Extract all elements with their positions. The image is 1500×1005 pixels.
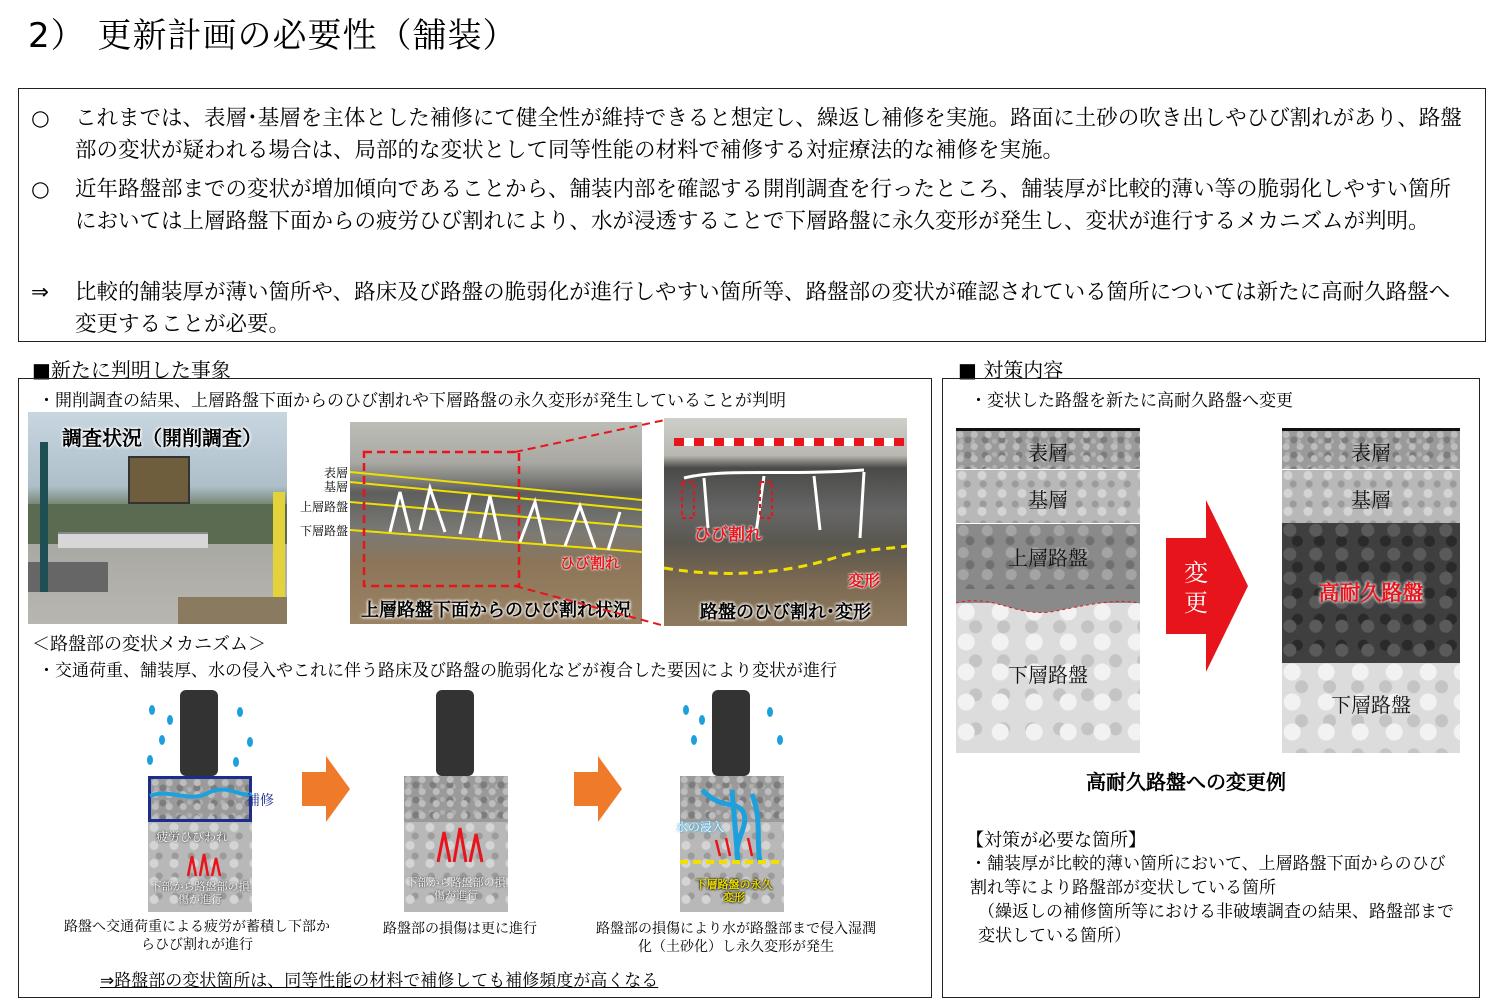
change-text: ・変状した路盤を新たに高耐久路盤へ変更	[970, 391, 1293, 411]
stage2-damage-label: 下部から路盤部の損傷が進行	[406, 876, 506, 902]
photo2-caption: 上層路盤下面からのひび割れ状況	[361, 600, 631, 621]
summary-text-2: 近年路盤部までの変状が増加傾向であることから、舗装内部を確認する開削調査を行ったところ、舗装厚が比較的薄い等の脆弱化しやすい箇所においては上層路盤下面からの疲労ひび割れにより、水が浸透することで下層路盤に永久変形が発生し、変状が進行するメカニズムが判明。	[75, 177, 1452, 234]
finding-text: ・開削調査の結果、上層路盤下面からのひび割れや下層路盤の永久変形が発生していることが判明	[38, 391, 786, 411]
label-surface: 表層	[323, 466, 348, 480]
mechanism-text: ・交通荷重、舗装厚、水の侵入やこれに伴う路床及び路盤の脆弱化などが複合した要因により変状が進行	[38, 661, 837, 681]
stage3-caption: 路盤部の損傷により水が路盤部まで侵入湿潤化（土砂化）し永久変形が発生	[596, 921, 876, 955]
deformation-line	[956, 589, 1140, 629]
stage1-caption: 路盤へ交通荷重による疲労が蓄積し下部からひび割れが進行	[64, 919, 330, 953]
needed-heading: 【対策が必要な箇所】	[966, 830, 1146, 851]
summary-item-1	[31, 103, 1471, 167]
stage1-damage-label: 下部から路盤部の損傷が進行	[150, 880, 250, 906]
right-heading: ■ 対策内容	[958, 358, 1064, 382]
mechanism-stage-3	[672, 690, 822, 912]
photo3-deform-label: 変形	[848, 571, 881, 590]
before-pavement	[956, 428, 1140, 753]
conclusion-text: ⇒路盤部の変状箇所は、同等性能の材料で補修しても補修頻度が高くなる	[100, 971, 659, 991]
after-layer-lower-subbase: 下層路盤	[1331, 693, 1411, 717]
after-layer-base: 基層	[1351, 488, 1391, 512]
photo2-layer-labels	[290, 466, 348, 538]
label-lower-subbase: 下層路盤	[299, 524, 348, 538]
needed-text-1: ・舗装厚が比較的薄い箇所において、上層路盤下面からのひび割れ等により路盤部が変状している箇所	[970, 854, 1446, 898]
left-heading: ■新たに判明した事象	[32, 358, 231, 382]
orange-arrow-icon	[302, 756, 350, 822]
repair-label: 補修	[246, 793, 274, 809]
photo3-caption: 路盤のひび割れ･変形	[700, 602, 871, 623]
after-pavement	[1282, 428, 1460, 753]
photo1-caption: 調査状況（開削調査）	[62, 426, 262, 450]
summary-box	[18, 88, 1486, 342]
zoom-connector	[515, 418, 667, 628]
subbase-layer	[404, 822, 508, 912]
summary-text-3: 比較的舗装厚が薄い箇所や、路床及び路盤の脆弱化が進行しやすい箇所等、路盤部の変状が確認されている箇所については新たに高耐久路盤へ変更することが必要。	[75, 280, 1451, 337]
mechanism-stage-1	[140, 690, 290, 912]
needed-text-2: （繰返しの補修箇所等における非破壊調査の結果、路盤部まで変状している箇所）	[978, 902, 1454, 946]
photo-excavation-survey	[28, 412, 287, 624]
fatigue-label: 疲労ひびわれ	[156, 830, 229, 844]
summary-item-2	[31, 174, 1471, 238]
after-layer-surface: 表層	[1351, 441, 1391, 465]
before-layer-lower-subbase: 下層路盤	[1008, 663, 1088, 687]
photo3-crack-label: ひび割れ	[694, 525, 762, 545]
stage3-deform-label: 下層路盤の永久変形	[695, 878, 773, 904]
label-upper-subbase: 上層路盤	[299, 500, 348, 514]
summary-text-1: これまでは、表層･基層を主体とした補修にて健全性が維持できると想定し、繰返し補修を実施。路面に土砂の吹き出しやひび割れがあり、路盤部の変状が疑われる場合は、局部的な変状として同等性能の材料で補修する対症療法的な補修を実施。	[75, 106, 1462, 163]
photo-subbase-crack-deform	[664, 418, 907, 626]
page-title: 2） 更新計画の必要性（舗装）	[28, 16, 518, 56]
surface-layer	[404, 776, 508, 822]
bullet-circle-icon: ○	[31, 106, 50, 131]
change-arrow-label: 変更	[1184, 559, 1208, 617]
label-base: 基層	[323, 480, 348, 494]
subbase-layer	[148, 822, 252, 912]
mechanism-heading: ＜路盤部の変状メカニズム＞	[32, 634, 266, 655]
bullet-circle-icon: ○	[31, 177, 50, 202]
bullet-arrow-icon: ⇒	[31, 280, 50, 305]
before-layer-base: 基層	[1028, 488, 1068, 512]
crack-red-icon	[404, 822, 508, 872]
photo2-crack-label: ひび割れ	[560, 554, 621, 572]
tire-icon	[436, 690, 474, 776]
rain-drops-icon	[140, 690, 290, 780]
water-label: 水の浸入	[676, 820, 725, 834]
summary-item-3	[31, 277, 1471, 341]
before-layer-upper-subbase: 上層路盤	[1008, 546, 1088, 570]
stage2-caption: 路盤部の損傷は更に進行	[383, 921, 537, 937]
example-caption: 高耐久路盤への変更例	[1086, 770, 1286, 794]
after-layer-high-durability: 高耐久路盤	[1318, 581, 1424, 605]
orange-arrow-icon	[574, 756, 622, 822]
before-layer-surface: 表層	[1028, 441, 1068, 465]
mechanism-stage-2	[396, 690, 546, 912]
